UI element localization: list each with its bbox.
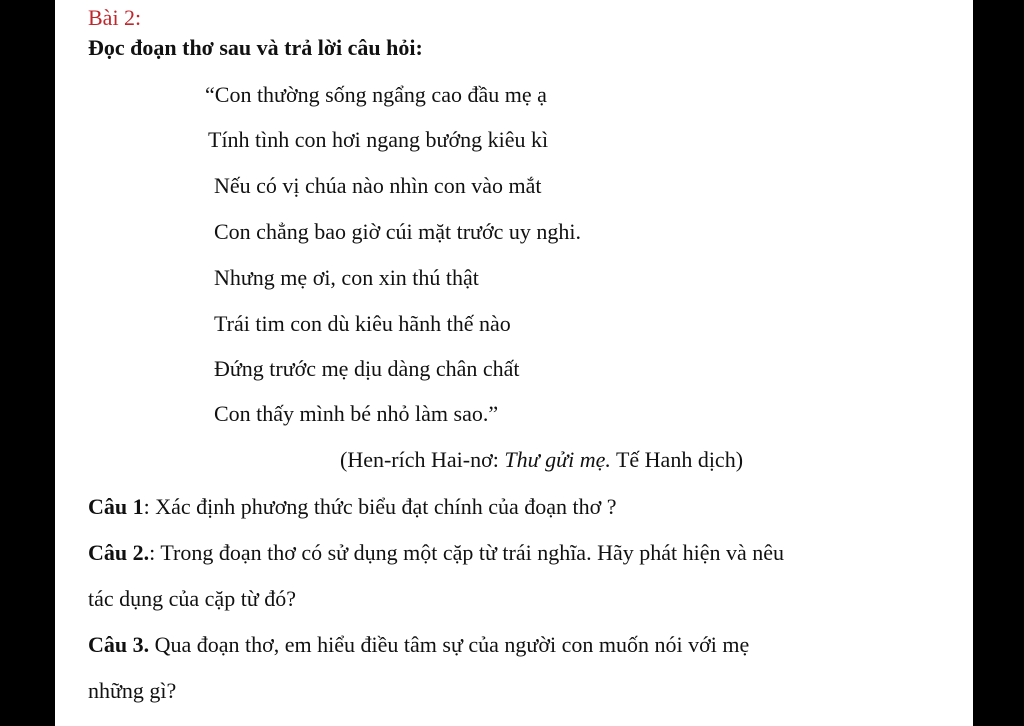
question-text: : Trong đoạn thơ có sử dụng một cặp từ trái nghĩa. Hãy phát hiện và nêu [149, 540, 785, 565]
question-text: : Xác định phương thức biểu đạt chính của đoạn thơ ? [143, 494, 617, 519]
poem-line: Con chẳng bao giờ cúi mặt trước uy nghi. [214, 219, 581, 244]
exercise-heading: Bài 2: [88, 5, 142, 30]
poem-line: Con thấy mình bé nhỏ làm sao.” [214, 401, 499, 426]
citation-author: (Hen-rích Hai-nơ: [340, 447, 505, 472]
question-text: Qua đoạn thơ, em hiểu điều tâm sự của người con muốn nói với mẹ [149, 632, 750, 657]
poem-line: Đứng trước mẹ dịu dàng chân chất [214, 356, 520, 381]
document-page [55, 0, 973, 726]
instruction: Đọc đoạn thơ sau và trả lời câu hỏi: [88, 35, 423, 60]
question-label: Câu 2. [88, 540, 150, 565]
question-label: Câu 3. [88, 632, 150, 657]
poem-line: Trái tim con dù kiêu hãnh thế nào [214, 311, 511, 336]
question-2 [88, 540, 784, 566]
question-2-continuation: tác dụng của cặp từ đó? [88, 586, 297, 611]
poem-line: Nếu có vị chúa nào nhìn con vào mắt [214, 173, 542, 198]
question-3 [88, 632, 749, 658]
citation [340, 447, 743, 473]
citation-translator: Tế Hanh dịch) [610, 447, 744, 472]
poem-line: Nhưng mẹ ơi, con xin thú thật [214, 265, 479, 290]
poem-line: “Con thường sống ngẩng cao đầu mẹ ạ [205, 82, 547, 107]
question-1 [88, 494, 617, 520]
question-3-continuation: những gì? [88, 678, 177, 703]
citation-work-title: Thư gửi mẹ. [504, 447, 611, 472]
poem-line: Tính tình con hơi ngang bướng kiêu kì [208, 127, 549, 152]
question-label: Câu 1 [88, 494, 144, 519]
